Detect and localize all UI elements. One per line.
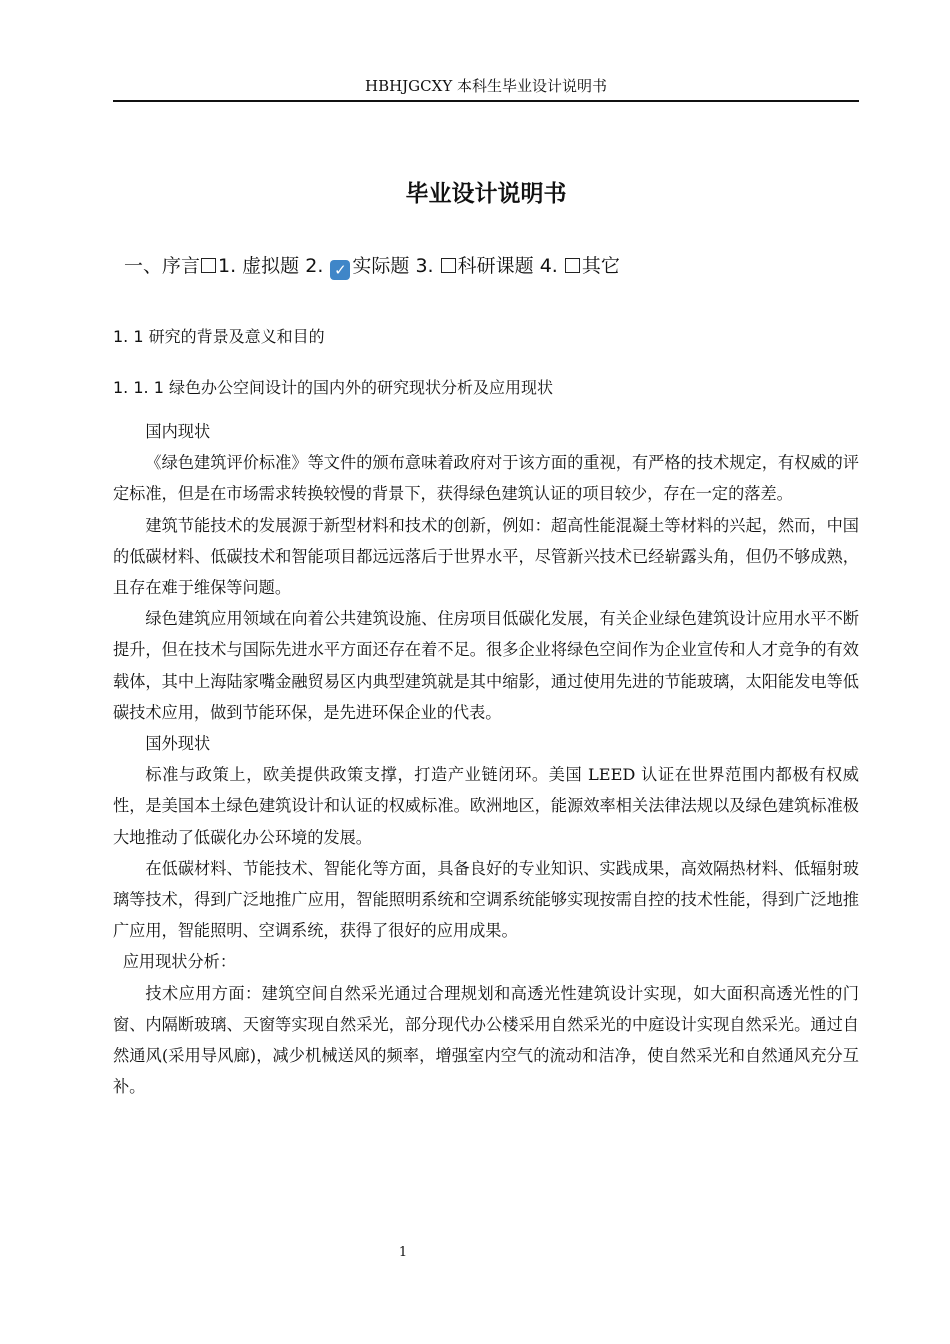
option-real-number: 2. [305, 255, 330, 277]
option-other-label: 其它 [581, 255, 620, 277]
topic-type-line [124, 252, 620, 280]
option-research-number: 3. [415, 255, 440, 277]
subheading-application: 应用现状分析： [122, 952, 237, 972]
checked-box-icon: ✓ [330, 260, 350, 280]
option-real-label: 实际题 [352, 255, 410, 277]
unchecked-box-icon [565, 258, 580, 273]
header-rule [113, 100, 859, 102]
section-heading-1-1-1: 1. 1. 1 绿色办公空间设计的国内外的研究现状分析及应用现状 [113, 378, 553, 397]
paragraph: 标准与政策上，欧美提供政策支撑，打造产业链闭环。美国 LEED 认证在世界范围内都极有权威性，是美国本土绿色建筑设计和认证的权威标准。欧洲地区，能源效率相关法律法规以及绿色建筑标准极大地推动了低碳化办公环境的发展。 [113, 765, 859, 847]
document-title: 毕业设计说明书 [405, 181, 567, 207]
paragraph: 技术应用方面：建筑空间自然采光通过合理规划和高透光性建筑设计实现，如大面积高透光性的门窗、内隔断玻璃、天窗等实现自然采光，部分现代办公楼采用自然采光的中庭设计实现自然采光。通过自然通风(采用导风廊)，减少机械送风的频率，增强室内空气的流动和洁净，使自然采光和自然通风充分互补。 [113, 983, 859, 1097]
section-heading-1-1: 1. 1 研究的背景及意义和目的 [113, 327, 325, 346]
running-header: HBHJGCXY 本科生毕业设计说明书 [364, 77, 607, 95]
page-number: 1 [398, 1245, 408, 1260]
option-virtual: 1. 虚拟题 [218, 255, 300, 277]
paragraph: 绿色建筑应用领域在向着公共建筑设施、住房项目低碳化发展，有关企业绿色建筑设计应用水平不断提升，但在技术与国际先进水平方面还存在着不足。很多企业将绿色空间作为企业宣传和人才竞争的有效载体，其中上海陆家嘴金融贸易区内典型建筑就是其中缩影，通过使用先进的节能玻璃，太阳能发电等低碳技术应用，做到节能环保，是先进环保企业的代表。 [113, 609, 859, 722]
paragraph: 《绿色建筑评价标准》等文件的颁布意味着政府对于该方面的重视，有严格的技术规定，有权威的评定标准，但是在市场需求转换较慢的背景下，获得绿色建筑认证的项目较少，存在一定的落差。 [113, 453, 859, 504]
option-other-number: 4. [539, 255, 564, 277]
body-text [113, 416, 859, 1102]
subheading-foreign: 国外现状 [145, 734, 211, 754]
paragraph: 在低碳材料、节能技术、智能化等方面，具备良好的专业知识、实践成果，高效隔热材料、低辐射玻璃等技术，得到广泛地推广应用，智能照明系统和空调系统能够实现按需自控的技术性能，得到广泛地推广应用，智能照明、空调系统，获得了很好的应用成果。 [113, 858, 859, 941]
subheading-domestic: 国内现状 [145, 422, 211, 441]
option-research-label: 科研课题 [457, 255, 534, 277]
unchecked-box-icon [201, 258, 216, 273]
paragraph: 建筑节能技术的发展源于新型材料和技术的创新，例如：超高性能混凝土等材料的兴起，然而，中国的低碳材料、低碳技术和智能项目都远远落后于世界水平，尽管新兴技术已经崭露头角，但仍不够成熟，且存在难于维保等问题。 [113, 515, 859, 598]
unchecked-box-icon [441, 258, 456, 273]
topic-prefix: 一、序言 [124, 255, 201, 277]
